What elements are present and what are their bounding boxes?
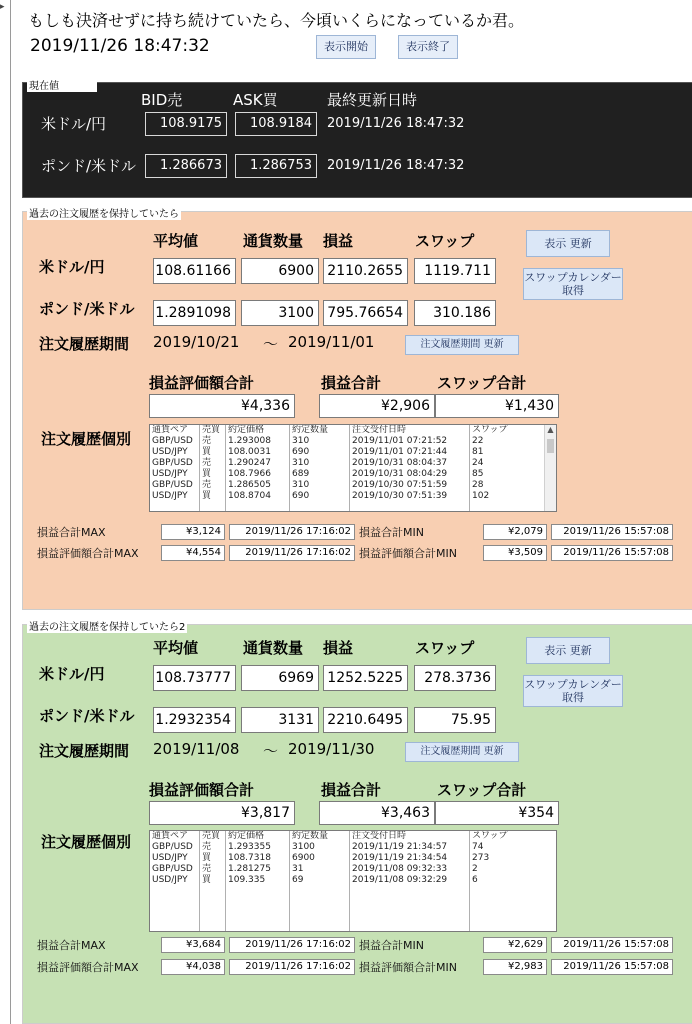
history1-eval-total-field: ¥4,336 <box>149 394 295 418</box>
history2-eval-max-label: 損益評価額合計MAX <box>37 961 139 974</box>
history2-order-list[interactable] <box>149 830 557 932</box>
history2-usdjpy-label: 米ドル/円 <box>39 665 105 683</box>
history2-gbpusd-qty: 3131 <box>241 707 319 733</box>
history1-col-swap: スワップ 22 81 24 85 28 102 <box>470 425 544 511</box>
history1-pl-max-time: 2019/11/26 17:16:02 <box>229 524 355 540</box>
list-cell: 22 <box>472 436 484 446</box>
list-cell: 690 <box>292 491 310 501</box>
list-cell: 31 <box>292 864 304 874</box>
list-cell: 1.293355 <box>228 842 271 852</box>
app-title: もしも決済せずに持ち続けていたら、今頃いくらになっているか君。 <box>28 11 525 30</box>
history2-period-to[interactable]: 2019/11/30 <box>288 740 375 758</box>
list-cell: 買 <box>202 853 212 863</box>
usdjpy-bid-field: 108.9175 <box>145 112 227 136</box>
history1-refresh-button[interactable]: 表示 更新 <box>526 230 610 257</box>
history2-eval-max-time: 2019/11/26 17:16:02 <box>229 959 355 975</box>
history1-eval-min-value: ¥3,509 <box>483 545 547 561</box>
usdjpy-updated-time: 2019/11/26 18:47:32 <box>327 116 465 131</box>
list-cell: 74 <box>472 842 484 852</box>
history1-col-side: 売買 売 買 売 買 売 買 <box>200 425 226 511</box>
history2-swap-calendar-button[interactable] <box>523 675 623 707</box>
left-divider <box>10 0 11 1024</box>
history2-gbpusd-label: ポンド/米ドル <box>39 707 135 725</box>
history1-order-list[interactable] <box>149 424 557 512</box>
history2-pl-total-field: ¥3,463 <box>319 801 435 825</box>
history1-gbpusd-qty: 3100 <box>241 300 319 326</box>
history1-period-separator: 〜 <box>263 335 279 353</box>
history2-refresh-button[interactable]: 表示 更新 <box>526 637 610 664</box>
history1-swap-total-field: ¥1,430 <box>435 394 559 418</box>
history1-usdjpy-label: 米ドル/円 <box>39 258 105 276</box>
usdjpy-label: 米ドル/円 <box>41 115 107 133</box>
history1-swap-calendar-label-2: 取得 <box>562 284 584 297</box>
history1-period-from[interactable]: 2019/10/21 <box>153 333 240 351</box>
list-cell: 売 <box>202 842 212 852</box>
list-cell: 買 <box>202 469 212 479</box>
history2-eval-min-label: 損益評価額合計MIN <box>359 961 457 974</box>
list-cell: 売 <box>202 864 212 874</box>
list-cell: 85 <box>472 469 484 479</box>
list-cell: 28 <box>472 480 484 490</box>
history1-pl-total-field: ¥2,906 <box>319 394 435 418</box>
history2-period-label: 注文履歴期間 <box>39 742 130 760</box>
history1-gbpusd-avg: 1.2891098 <box>153 300 236 326</box>
list-cell: 1.293008 <box>228 436 271 446</box>
history1-pl-header: 損益 <box>323 232 354 250</box>
list-cell: 310 <box>292 458 310 468</box>
history1-avg-header: 平均値 <box>153 232 199 250</box>
history1-col-time: 注文受付日時 2019/11/01 07:21:52 2019/11/01 07:21:44 2019/10/31 08:04:37 2019/10/31 08:04:29 2019/10/30 07:51:59 2019/10/30 07:51:39 <box>350 425 470 511</box>
history2-usdjpy-pl: 1252.5225 <box>323 665 408 691</box>
history1-col-price: 約定価格 1.293008 108.0031 1.290247 108.7966 1.286505 108.8704 <box>226 425 290 511</box>
list-cell: 108.7966 <box>228 469 271 479</box>
history1-swap-header: スワップ <box>415 232 475 250</box>
list-cell: 2019/10/30 07:51:39 <box>352 491 448 501</box>
list-cell: 273 <box>472 853 490 863</box>
history2-swap-calendar-label-1: スワップカレンダー <box>524 678 622 691</box>
list-cell: 69 <box>292 875 304 885</box>
list-cell: 2019/11/01 07:21:52 <box>352 436 448 446</box>
history2-eval-min-time: 2019/11/26 15:57:08 <box>551 959 673 975</box>
list-cell: USD/JPY <box>152 447 188 457</box>
history1-pl-min-value: ¥2,079 <box>483 524 547 540</box>
history1-usdjpy-swap: 1119.711 <box>414 258 496 284</box>
list-cell: 2019/11/19 21:34:54 <box>352 853 448 863</box>
list-cell: 689 <box>292 469 310 479</box>
history2-col-price: 約定価格 1.293355 108.7318 1.281275 109.335 <box>226 831 290 931</box>
history2-detail-label: 注文履歴個別 <box>41 833 132 851</box>
history2-usdjpy-avg: 108.73777 <box>153 665 236 691</box>
scroll-thumb[interactable] <box>547 439 554 453</box>
history1-pl-min-time: 2019/11/26 15:57:08 <box>551 524 673 540</box>
history1-swap-total-header: スワップ合計 <box>437 374 527 392</box>
history1-gbpusd-label: ポンド/米ドル <box>39 300 135 318</box>
list-cell: 売 <box>202 480 212 490</box>
history2-pl-max-time: 2019/11/26 17:16:02 <box>229 937 355 953</box>
history2-pl-max-label: 損益合計MAX <box>37 939 106 952</box>
list-cell: 102 <box>472 491 490 501</box>
list-cell: 109.335 <box>228 875 266 885</box>
history2-usdjpy-qty: 6969 <box>241 665 319 691</box>
history1-usdjpy-avg: 108.61166 <box>153 258 236 284</box>
history1-list-scrollbar[interactable] <box>544 425 556 511</box>
list-cell: USD/JPY <box>152 491 188 501</box>
history1-eval-max-label: 損益評価額合計MAX <box>37 547 139 560</box>
list-cell: 2019/10/31 08:04:37 <box>352 458 448 468</box>
gbpusd-label: ポンド/米ドル <box>41 157 137 175</box>
list-cell: 2019/11/19 21:34:57 <box>352 842 448 852</box>
gbpusd-updated-time: 2019/11/26 18:47:32 <box>327 158 465 173</box>
history1-col-pair: 通貨ペア GBP/USD USD/JPY GBP/USD USD/JPY GBP/USD USD/JPY <box>150 425 200 511</box>
history1-eval-min-time: 2019/11/26 15:57:08 <box>551 545 673 561</box>
history1-pl-max-label: 損益合計MAX <box>37 526 106 539</box>
list-cell: 81 <box>472 447 484 457</box>
history1-pl-min-label: 損益合計MIN <box>359 526 424 539</box>
list-cell: 24 <box>472 458 484 468</box>
list-cell: 1.286505 <box>228 480 271 490</box>
history2-pl-min-time: 2019/11/26 15:57:08 <box>551 937 673 953</box>
history2-eval-max-value: ¥4,038 <box>161 959 225 975</box>
list-cell: GBP/USD <box>152 458 193 468</box>
history1-swap-calendar-button[interactable] <box>523 268 623 300</box>
history2-pl-min-value: ¥2,629 <box>483 937 547 953</box>
history1-eval-max-value: ¥4,554 <box>161 545 225 561</box>
expand-arrow-icon[interactable]: ▸ <box>0 2 5 12</box>
history2-gbpusd-swap: 75.95 <box>414 707 496 733</box>
list-cell: 売 <box>202 436 212 446</box>
ask-header: ASK買 <box>233 91 278 109</box>
history1-eval-min-label: 損益評価額合計MIN <box>359 547 457 560</box>
start-display-button[interactable]: 表示開始 <box>316 35 376 59</box>
history2-swap-header: スワップ <box>415 639 475 657</box>
list-cell: 2019/10/30 07:51:59 <box>352 480 448 490</box>
gbpusd-bid-field: 1.286673 <box>145 154 227 178</box>
list-cell: 690 <box>292 447 310 457</box>
list-cell: 1.281275 <box>228 864 271 874</box>
list-cell: USD/JPY <box>152 469 188 479</box>
list-cell: 108.8704 <box>228 491 271 501</box>
list-cell: 2 <box>472 864 478 874</box>
list-cell: 3100 <box>292 842 315 852</box>
updated-header: 最終更新日時 <box>327 91 418 109</box>
history1-pl-max-value: ¥3,124 <box>161 524 225 540</box>
history2-eval-total-header: 損益評価額合計 <box>149 781 255 799</box>
history1-usdjpy-pl: 2110.2655 <box>323 258 408 284</box>
history-panel-1 <box>22 211 692 610</box>
history2-group-label: 過去の注文履歴を保持していたら2 <box>27 618 187 633</box>
list-cell: 2019/11/08 09:32:29 <box>352 875 448 885</box>
history1-gbpusd-swap: 310.186 <box>414 300 496 326</box>
history2-swap-total-header: スワップ合計 <box>437 781 527 799</box>
history2-qty-header: 通貨数量 <box>243 639 304 657</box>
history2-pl-total-header: 損益合計 <box>321 781 382 799</box>
list-cell: 買 <box>202 447 212 457</box>
history2-gbpusd-pl: 2210.6495 <box>323 707 408 733</box>
list-cell: 売 <box>202 458 212 468</box>
list-cell: 1.290247 <box>228 458 271 468</box>
history2-col-side: 売買 売 買 売 買 <box>200 831 226 931</box>
history1-period-refresh-button[interactable]: 注文履歴期間 更新 <box>405 335 519 355</box>
history1-gbpusd-pl: 795.76654 <box>323 300 408 326</box>
history1-period-label: 注文履歴期間 <box>39 335 130 353</box>
gbpusd-ask-field: 1.286753 <box>235 154 317 178</box>
list-cell: 6900 <box>292 853 315 863</box>
history-panel-2 <box>22 624 692 1024</box>
list-cell: 2019/10/31 08:04:29 <box>352 469 448 479</box>
list-cell: 108.7318 <box>228 853 271 863</box>
current-rates-group-label: 現在値 <box>27 77 97 92</box>
history2-col-swap: スワップ 74 273 2 6 <box>470 831 557 931</box>
history1-eval-max-time: 2019/11/26 17:16:02 <box>229 545 355 561</box>
list-cell: GBP/USD <box>152 436 193 446</box>
list-cell: 2019/11/01 07:21:44 <box>352 447 448 457</box>
history2-avg-header: 平均値 <box>153 639 199 657</box>
list-cell: 買 <box>202 491 212 501</box>
history2-col-pair: 通貨ペア GBP/USD USD/JPY GBP/USD USD/JPY <box>150 831 200 931</box>
history2-swap-calendar-label-2: 取得 <box>562 691 584 704</box>
history1-pl-total-header: 損益合計 <box>321 374 382 392</box>
history2-col-time: 注文受付日時 2019/11/19 21:34:57 2019/11/19 21:34:54 2019/11/08 09:32:33 2019/11/08 09:32:29 <box>350 831 470 931</box>
current-clock: 2019/11/26 18:47:32 <box>30 36 210 56</box>
history1-col-qty: 約定数量 310 690 310 689 310 690 <box>290 425 350 511</box>
list-cell: GBP/USD <box>152 864 193 874</box>
list-cell: 310 <box>292 480 310 490</box>
history1-group-label: 過去の注文履歴を保持していたら <box>27 205 181 220</box>
list-cell: 6 <box>472 875 478 885</box>
history1-period-to[interactable]: 2019/11/01 <box>288 333 375 351</box>
history1-qty-header: 通貨数量 <box>243 232 304 250</box>
history2-period-separator: 〜 <box>263 742 279 760</box>
list-cell: 108.0031 <box>228 447 271 457</box>
list-cell: 買 <box>202 875 212 885</box>
list-cell: USD/JPY <box>152 875 188 885</box>
history2-usdjpy-swap: 278.3736 <box>414 665 496 691</box>
usdjpy-ask-field: 108.9184 <box>235 112 317 136</box>
end-display-button[interactable]: 表示終了 <box>398 35 458 59</box>
history1-detail-label: 注文履歴個別 <box>41 430 132 448</box>
history2-pl-max-value: ¥3,684 <box>161 937 225 953</box>
list-cell: GBP/USD <box>152 842 193 852</box>
history2-period-refresh-button[interactable]: 注文履歴期間 更新 <box>405 742 519 762</box>
history1-swap-calendar-label-1: スワップカレンダー <box>524 271 622 284</box>
history2-col-qty: 約定数量 3100 6900 31 69 <box>290 831 350 931</box>
scroll-up-icon[interactable]: ▲ <box>547 425 554 434</box>
history2-pl-min-label: 損益合計MIN <box>359 939 424 952</box>
current-rates-panel <box>22 82 692 198</box>
bid-header: BID売 <box>141 91 183 109</box>
history2-pl-header: 損益 <box>323 639 354 657</box>
list-cell: 310 <box>292 436 310 446</box>
history2-eval-min-value: ¥2,983 <box>483 959 547 975</box>
history1-eval-total-header: 損益評価額合計 <box>149 374 255 392</box>
list-cell: GBP/USD <box>152 480 193 490</box>
list-cell: USD/JPY <box>152 853 188 863</box>
history2-eval-total-field: ¥3,817 <box>149 801 295 825</box>
history1-usdjpy-qty: 6900 <box>241 258 319 284</box>
history2-gbpusd-avg: 1.2932354 <box>153 707 236 733</box>
history2-period-from[interactable]: 2019/11/08 <box>153 740 240 758</box>
history2-swap-total-field: ¥354 <box>435 801 559 825</box>
list-cell: 2019/11/08 09:32:33 <box>352 864 448 874</box>
